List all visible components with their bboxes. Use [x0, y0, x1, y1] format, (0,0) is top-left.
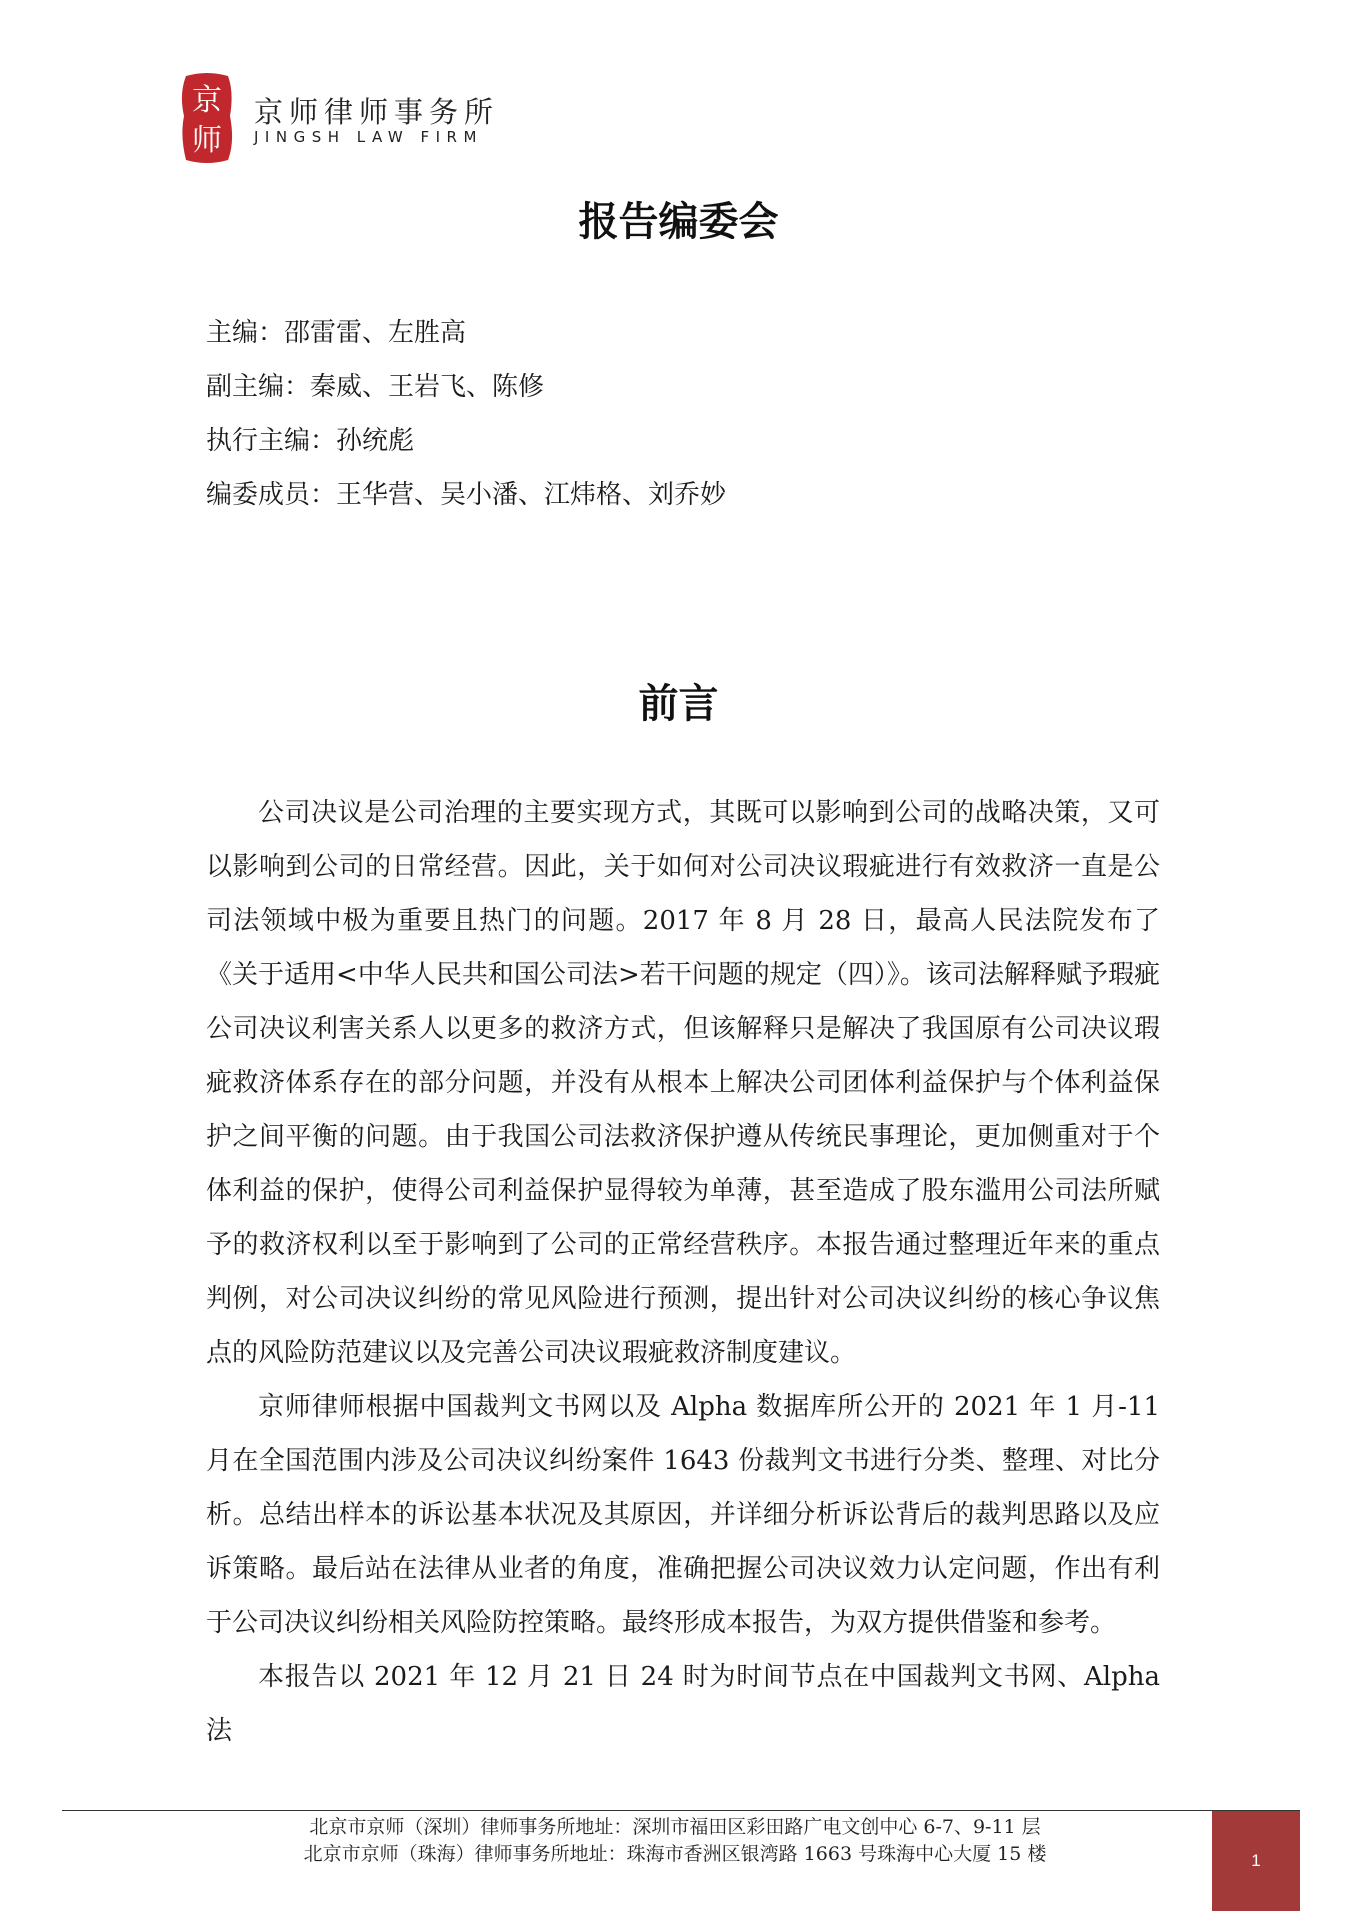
preface-paragraph: 公司决议是公司治理的主要实现方式，其既可以影响到公司的战略决策，又可以影响到公司的日常经营。因此，关于如何对公司决议瑕疵进行有效救济一直是公司法领域中极为重要且热门的问题。2017 年 8 月 28 日，最高人民法院发布了《关于适用<中华人民共和国公司法>若干问题的规定（四）》。该司法解释赋予瑕疵公司决议利害关系人以更多的救济方式，但该解释只是解决了我国原有公司决议瑕疵救济体系存在的部分问题，并没有从根本上解决公司团体利益保护与个体利益保护之间平衡的问题。由于我国公司法救济保护遵从传统民事理论，更加侧重对于个体利益的保护，使得公司利益保护显得较为单薄，甚至造成了股东滥用公司法所赋予的救济权利以至于影响到了公司的正常经营秩序。本报告通过整理近年来的重点判例，对公司决议纠纷的常见风险进行预测，提出针对公司决议纠纷的核心争议焦点的风险防范建议以及完善公司决议瑕疵救济制度建议。 — [206, 798, 1160, 1368]
committee-members-line: 编委成员：王华营、吴小潘、江炜格、刘乔妙 — [206, 480, 727, 510]
preface-paragraph: 京师律师根据中国裁判文书网以及 Alpha 数据库所公开的 2021 年 1 月-11 月在全国范围内涉及公司决议纠纷案件 1643 份裁判文书进行分类、整理、对比分析。总结出样本的诉讼基本状况及其原因，并详细分析诉讼背后的裁判思路以及应诉策略。最后站在法律从业者的角度，准确把握公司决议效力认定问题，作出有利于公司决议纠纷相关风险防控策略。最终形成本报告，为双方提供借鉴和参考。 — [206, 1392, 1160, 1638]
firm-name-cn: 京师律师事务所 — [254, 95, 500, 129]
firm-logo — [178, 72, 538, 164]
footer-address-zhuhai: 北京市京师（珠海）律师事务所地址：珠海市香洲区银湾路 1663 号珠海中心大厦 15 楼 — [303, 1843, 1047, 1865]
page-number-badge — [1212, 1811, 1300, 1911]
preface-title: 前言 — [638, 680, 719, 727]
firm-seal-icon — [178, 72, 236, 164]
preface-paragraph: 本报告以 2021 年 12 月 21 日 24 时为时间节点在中国裁判文书网、Alpha 法 — [206, 1662, 1160, 1746]
committee-title: 报告编委会 — [578, 198, 779, 245]
committee-list — [206, 306, 1186, 522]
executive-editor-line: 执行主编：孙统彪 — [206, 426, 415, 456]
firm-name-en: JINGSH LAW FIRM — [254, 128, 483, 146]
footer-addresses — [200, 1814, 1150, 1868]
svg-text:师: 师 — [192, 123, 222, 158]
chief-editor-line: 主编：邵雷雷、左胜高 — [206, 318, 467, 348]
preface-body — [206, 786, 1160, 1758]
page-number: 1 — [1251, 1851, 1261, 1870]
footer-divider — [62, 1810, 1300, 1811]
svg-text:京: 京 — [192, 83, 222, 118]
deputy-editor-line: 副主编：秦威、王岩飞、陈修 — [206, 372, 545, 402]
footer-address-shenzhen: 北京市京师（深圳）律师事务所地址：深圳市福田区彩田路广电文创中心 6-7、9-11 层 — [309, 1816, 1041, 1838]
